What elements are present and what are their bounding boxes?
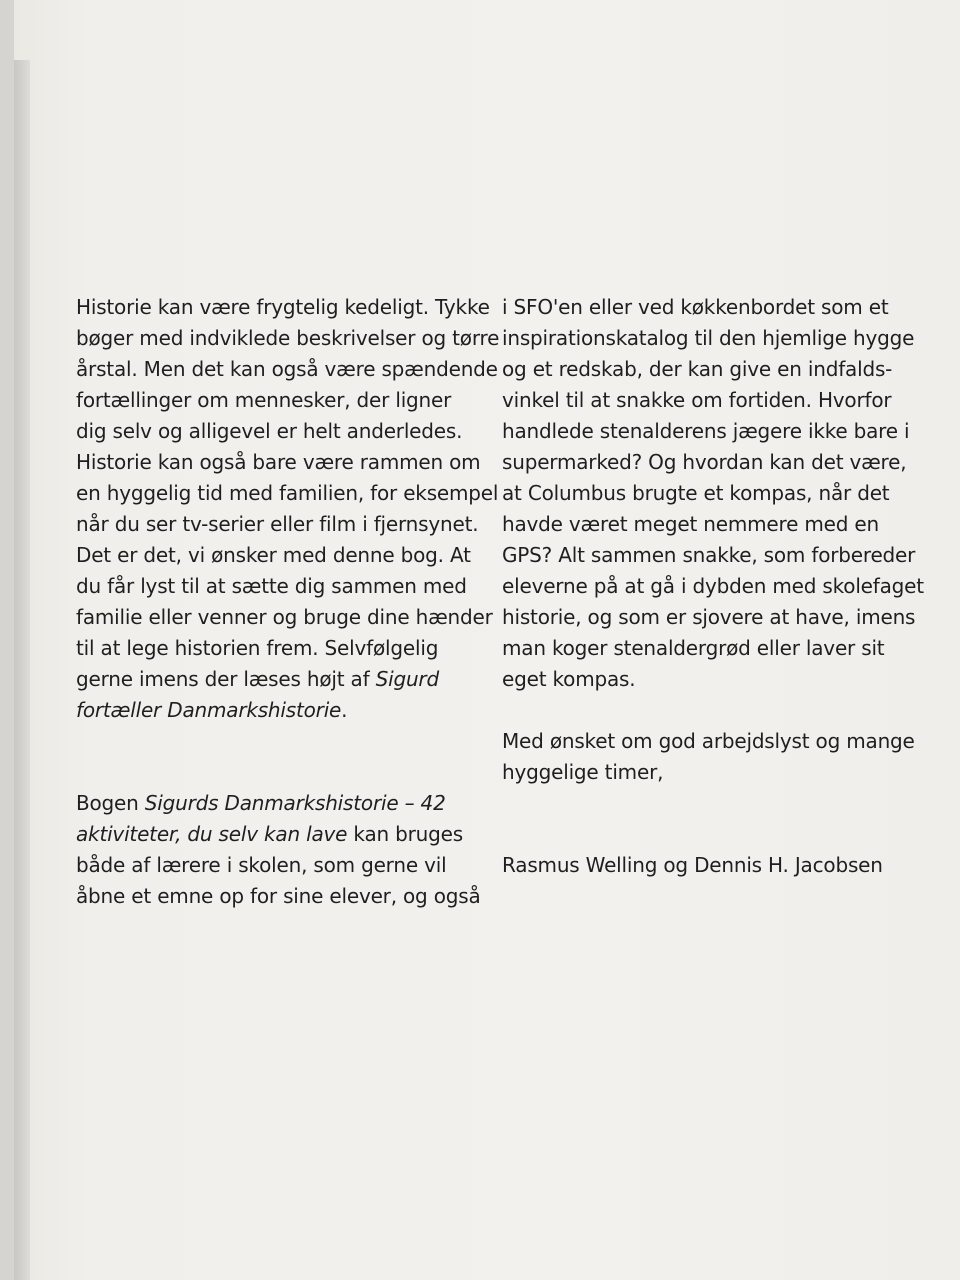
text-line: når du ser tv-serier eller film i fjernsynet. xyxy=(76,512,479,536)
text-line: havde været meget nemmere med en xyxy=(502,512,879,536)
text-line: dig selv og alligevel er helt anderledes. xyxy=(76,419,463,443)
text-line: åbne et emne op for sine elever, og også xyxy=(76,884,481,908)
text-segment: gerne imens der læses højt af xyxy=(76,667,376,691)
text-line: årstal. Men det kan også være spændende xyxy=(76,357,498,381)
text-line: handlede stenalderens jægere ikke bare i xyxy=(502,419,910,443)
text-segment: Bogen xyxy=(76,791,145,815)
text-segment: . xyxy=(341,698,348,722)
book-title-italic: fortæller Danmarkshistorie xyxy=(76,698,342,722)
book-page xyxy=(14,0,960,1280)
text-line: bøger med indviklede beskrivelser og tørre xyxy=(76,326,500,350)
text-line xyxy=(76,819,496,850)
text-line: supermarked? Og hvordan kan det være, xyxy=(502,450,907,474)
text-line: eget kompas. xyxy=(502,667,636,691)
text-line xyxy=(76,695,496,726)
book-title-italic: Sigurd xyxy=(375,667,439,691)
right-column xyxy=(502,292,922,881)
text-line xyxy=(76,664,496,695)
text-line: Historie kan være frygtelig kedeligt. Tykke xyxy=(76,295,490,319)
text-line: Historie kan også bare være rammen om xyxy=(76,450,481,474)
text-line: fortællinger om mennesker, der ligner xyxy=(76,388,452,412)
paragraph-gap xyxy=(502,788,922,850)
text-line: til at lege historien frem. Selvfølgelig xyxy=(76,636,439,660)
book-title-italic: Sigurds Danmarkshistorie – 42 xyxy=(144,791,446,815)
paragraph-gap xyxy=(76,726,496,788)
text-line: og et redskab, der kan give en indfalds- xyxy=(502,357,893,381)
text-line xyxy=(76,788,496,819)
text-segment: kan bruges xyxy=(347,822,463,846)
text-line: at Columbus brugte et kompas, når det xyxy=(502,481,890,505)
text-line: Med ønsket om god arbejdslyst og mange xyxy=(502,729,915,753)
text-line: hyggelige timer, xyxy=(502,760,664,784)
text-line: vinkel til at snakke om fortiden. Hvorfor xyxy=(502,388,892,412)
text-line: man koger stenaldergrød eller laver sit xyxy=(502,636,885,660)
page-edge xyxy=(14,60,30,1280)
book-title-italic: aktiviteter, du selv kan lave xyxy=(76,822,348,846)
text-line: GPS? Alt sammen snakke, som forbereder xyxy=(502,543,916,567)
text-line: både af lærere i skolen, som gerne vil xyxy=(76,853,447,877)
text-line: i SFO'en eller ved køkkenbordet som et xyxy=(502,295,889,319)
text-line: du får lyst til at sætte dig sammen med xyxy=(76,574,467,598)
text-line: familie eller venner og bruge dine hænder xyxy=(76,605,493,629)
text-line: inspirationskatalog til den hjemlige hygge xyxy=(502,326,915,350)
text-line: historie, og som er sjovere at have, imens xyxy=(502,605,916,629)
text-line: eleverne på at gå i dybden med skolefaget xyxy=(502,574,924,598)
text-line: Det er det, vi ønsker med denne bog. At xyxy=(76,543,471,567)
author-signature: Rasmus Welling og Dennis H. Jacobsen xyxy=(502,853,883,877)
text-line: en hyggelig tid med familien, for eksempel xyxy=(76,481,499,505)
left-column xyxy=(76,292,500,912)
paragraph-gap xyxy=(502,695,922,726)
